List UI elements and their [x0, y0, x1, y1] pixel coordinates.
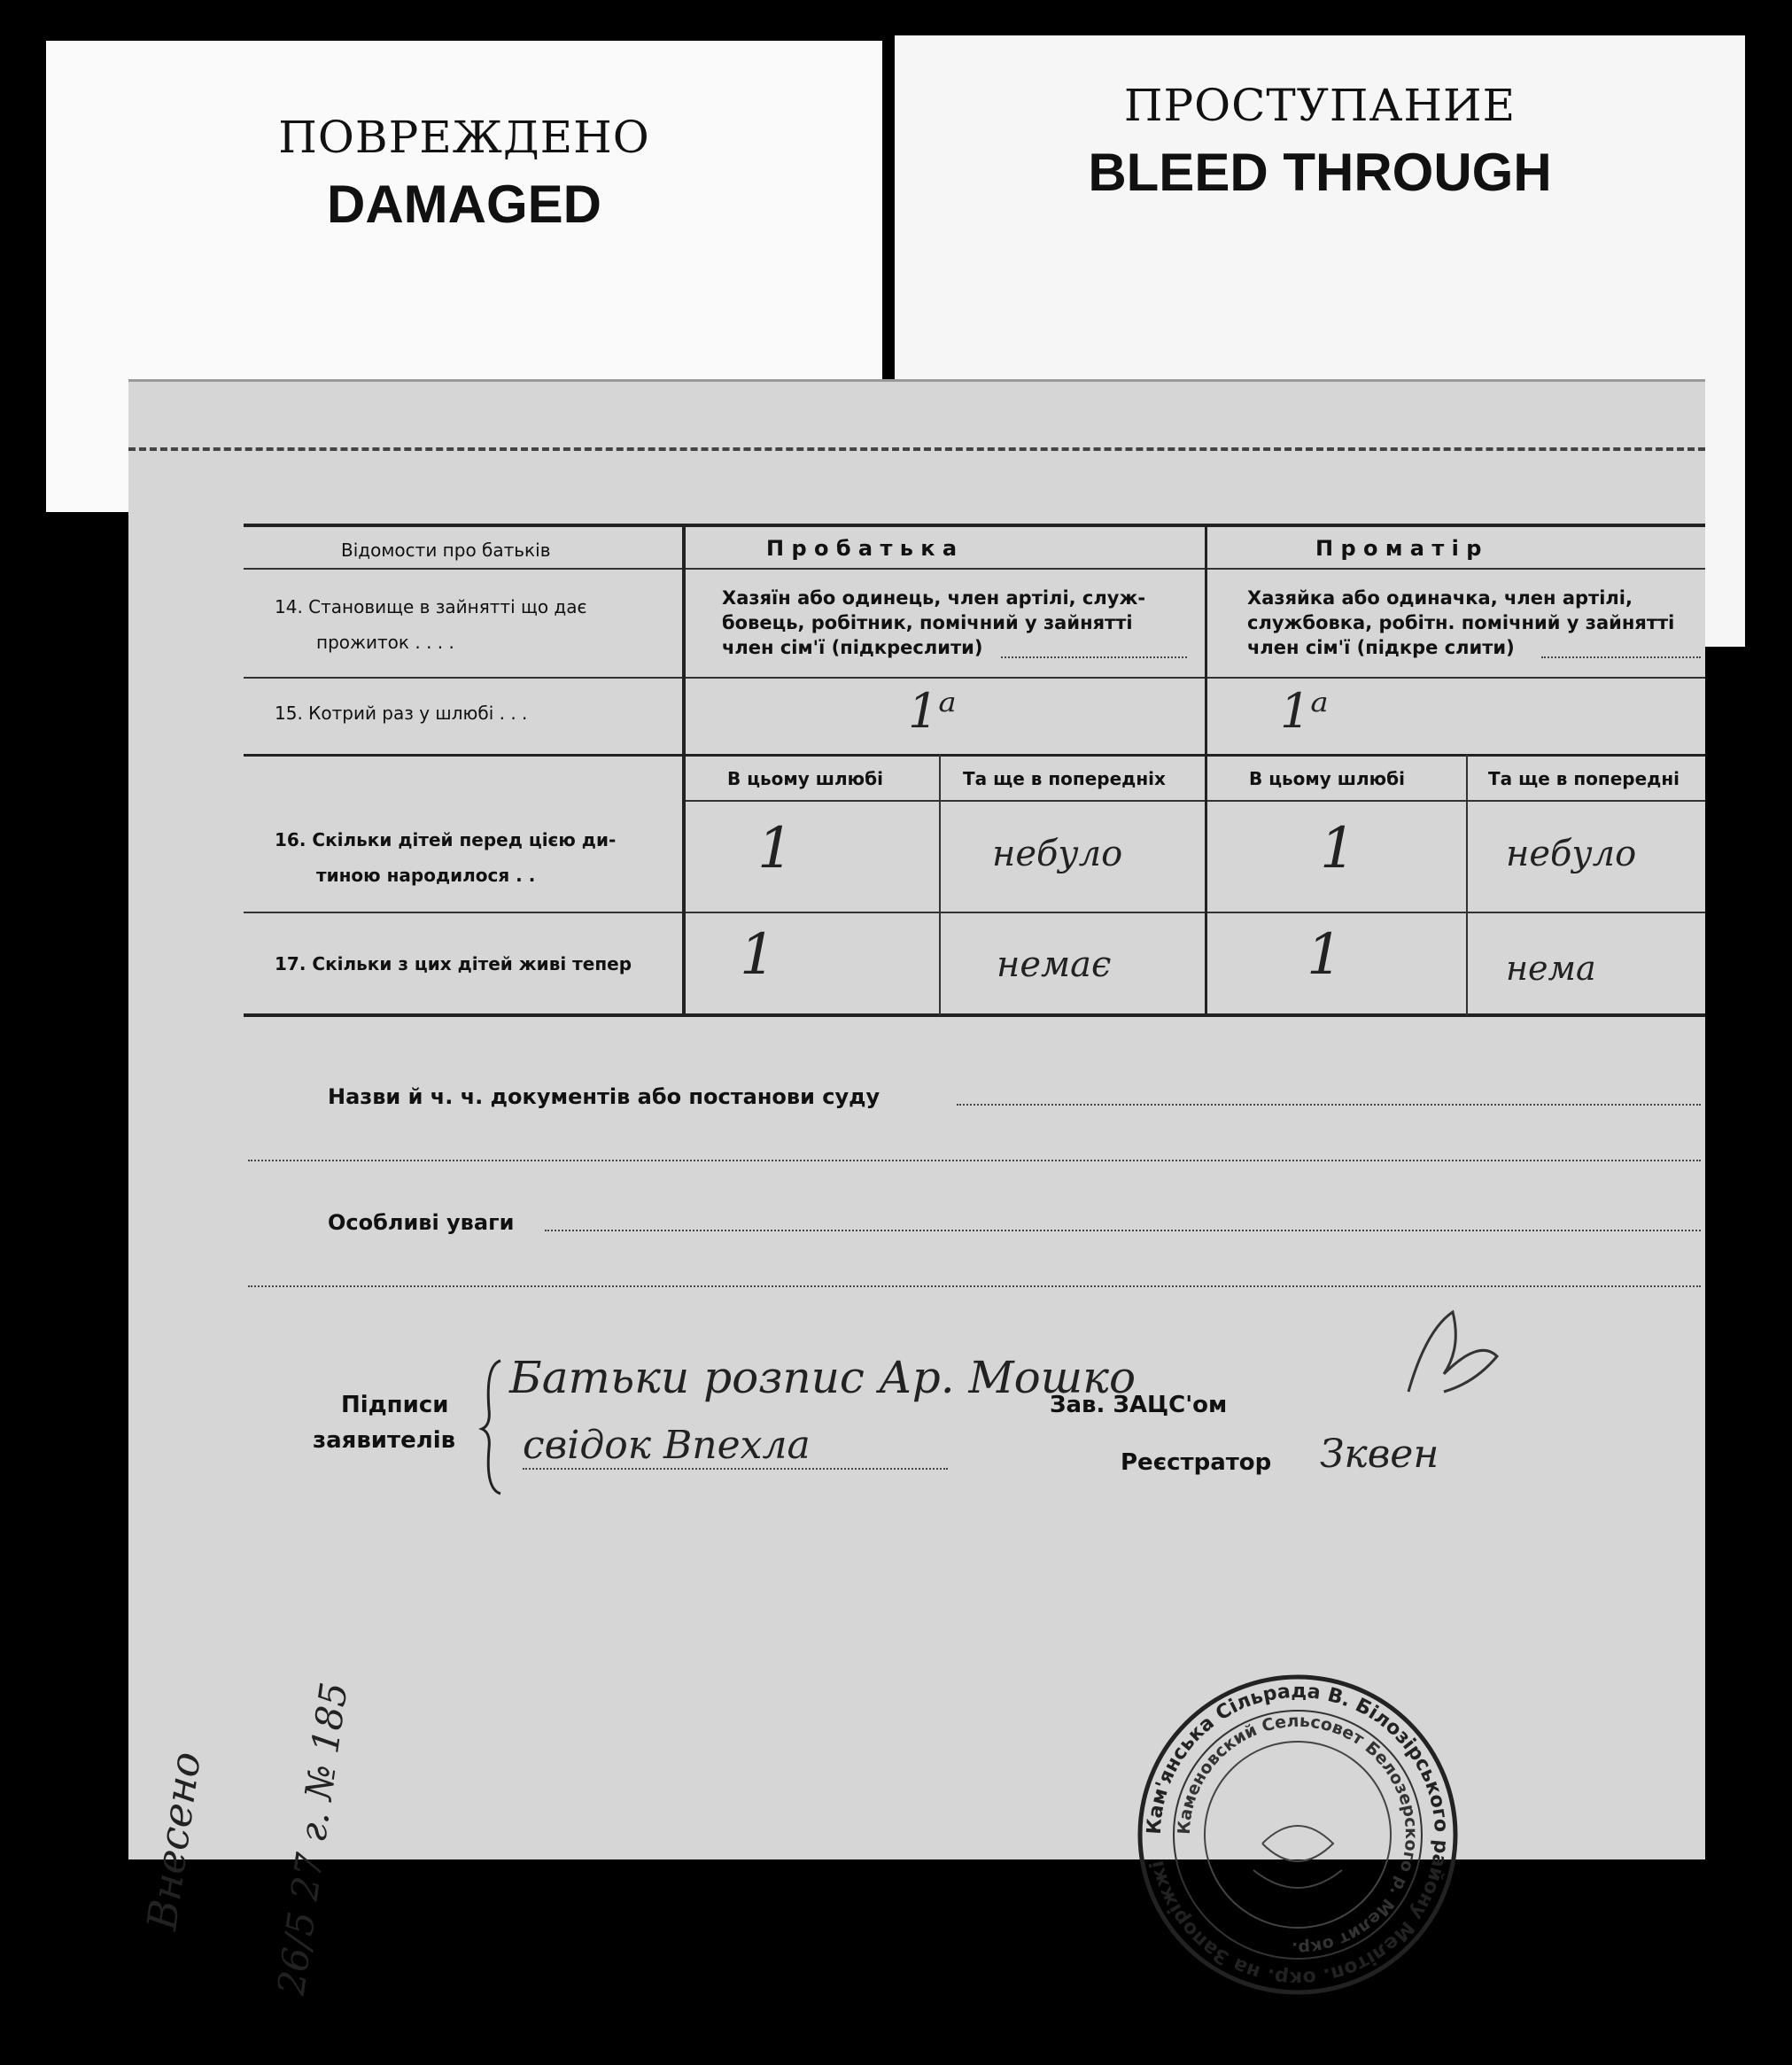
col-divider-father-sub	[939, 754, 941, 1015]
bleed-through-label-en: BLEED THROUGH	[1088, 143, 1552, 202]
row16-father-previous-value: небуло	[992, 834, 1123, 874]
row17-label: 17. Скільки з цих дітей живі тепер	[275, 953, 632, 974]
bleed-through-label-ru: ПРОСТУПАНИЕ	[1123, 80, 1517, 131]
registration-form	[128, 379, 1705, 1999]
subheader-bottom-rule	[682, 800, 1705, 802]
remarks-dots-2	[248, 1285, 1701, 1287]
signatures-brace-icon	[478, 1356, 505, 1498]
row14-mother-line2: службовка, робітн. помічний у зайнятті	[1247, 612, 1675, 633]
row17-father-current-value: 1	[740, 922, 776, 988]
table-bottom-rule	[244, 1013, 1705, 1017]
row14-mother-line1: Хазяйка або одиначка, член артілі,	[1247, 587, 1633, 609]
row16-bottom-rule	[244, 912, 1705, 913]
row16-mother-previous-value: небуло	[1506, 834, 1637, 874]
official-stamp-icon	[1129, 1666, 1466, 2003]
perforation-line	[128, 447, 1705, 451]
remarks-dots-1	[545, 1230, 1701, 1231]
header-mother: П р о м а т і р	[1315, 536, 1482, 561]
row16-mother-current-value: 1	[1320, 816, 1356, 881]
row15-mother-value: 1ᵃ	[1280, 683, 1329, 739]
signatures-label-line2: заявителів	[313, 1427, 456, 1454]
remarks-label: Особливі уваги	[328, 1210, 515, 1235]
row15-bottom-rule	[244, 754, 1705, 757]
margin-note-line2: 26/5 27 г. № 185	[268, 1679, 356, 1999]
row14-mother-line3: член сім'ї (підкре слити)	[1247, 637, 1515, 658]
head-signature-scribble-icon	[1391, 1294, 1515, 1409]
documents-dots-2	[248, 1160, 1701, 1161]
row14-label-line1: 14. Становище в зайнятті що дає	[275, 596, 587, 617]
row14-father-dots	[1001, 656, 1187, 658]
documents-label: Назви й ч. ч. документів або постанови суду	[328, 1084, 880, 1109]
row14-father-line1: Хазяїн або одинець, член артілі, служ-	[722, 587, 1146, 609]
row17-mother-current-value: 1	[1307, 922, 1343, 988]
margin-note-line1: Внесено	[137, 1749, 210, 1933]
subheader-mother-current: В цьому шлюбі	[1249, 768, 1405, 789]
signature-dots	[523, 1468, 948, 1470]
damaged-label-ru: ПОВРЕЖДЕНО	[278, 112, 650, 163]
stamp-inner-text: Каменовский Сельсовет Белозерского р. Мелит окр.	[1174, 1711, 1422, 1959]
subheader-father-current: В цьому шлюбі	[727, 768, 883, 789]
applicant-signature-1: Батьки розпис Ар. Мошко	[509, 1352, 1136, 1403]
row15-label: 15. Котрий раз у шлюбі . . .	[275, 703, 528, 724]
stamp-outer-text: Кам'янська Сільрада В. Білозірського району Мелітоп. окр. на Запоріжжі	[1143, 1680, 1453, 1990]
header-bottom-rule	[244, 568, 1705, 570]
row14-bottom-rule	[244, 677, 1705, 679]
header-father: П р о б а т ь к а	[766, 536, 958, 561]
row14-label-line2: прожиток . . . .	[316, 632, 454, 653]
head-title: Зав. ЗАЦС'ом	[1050, 1392, 1228, 1418]
row15-father-value: 1ᵃ	[908, 683, 957, 739]
subheader-father-previous: Та ще в попередніх	[963, 768, 1166, 789]
documents-dots-1	[957, 1104, 1701, 1106]
registrar-title: Реєстратор	[1121, 1449, 1272, 1476]
col-divider-2	[1205, 524, 1207, 1015]
margin-note	[137, 1604, 474, 2065]
damaged-label-en: DAMAGED	[327, 175, 601, 234]
applicant-signature-2: свідок Впехла	[523, 1423, 811, 1468]
signatures-label-line1: Підписи	[341, 1392, 449, 1418]
row14-father-line2: бовець, робітник, помічний у зайнятті	[722, 612, 1133, 633]
row16-father-current-value: 1	[757, 816, 794, 881]
svg-text:Каменовский Сельсовет Белозерс	[1175, 1712, 1421, 1958]
col-divider-1	[682, 524, 686, 1015]
col-divider-mother-sub	[1466, 754, 1468, 1015]
table-top-rule	[244, 524, 1705, 527]
row17-father-previous-value: немає	[997, 944, 1112, 985]
row14-father-line3: член сім'ї (підкреслити)	[722, 637, 983, 658]
row17-mother-previous-value: нема	[1506, 949, 1596, 988]
row14-mother-dots	[1541, 656, 1701, 658]
registrar-signature: Зквен	[1320, 1432, 1439, 1477]
row16-label-line1: 16. Скільки дітей перед цією ди-	[275, 829, 617, 850]
header-parents-info: Відомости про батьків	[341, 540, 551, 561]
subheader-mother-previous: Та ще в попередні	[1488, 768, 1680, 789]
row16-label-line2: тиною народилося . .	[316, 865, 536, 886]
